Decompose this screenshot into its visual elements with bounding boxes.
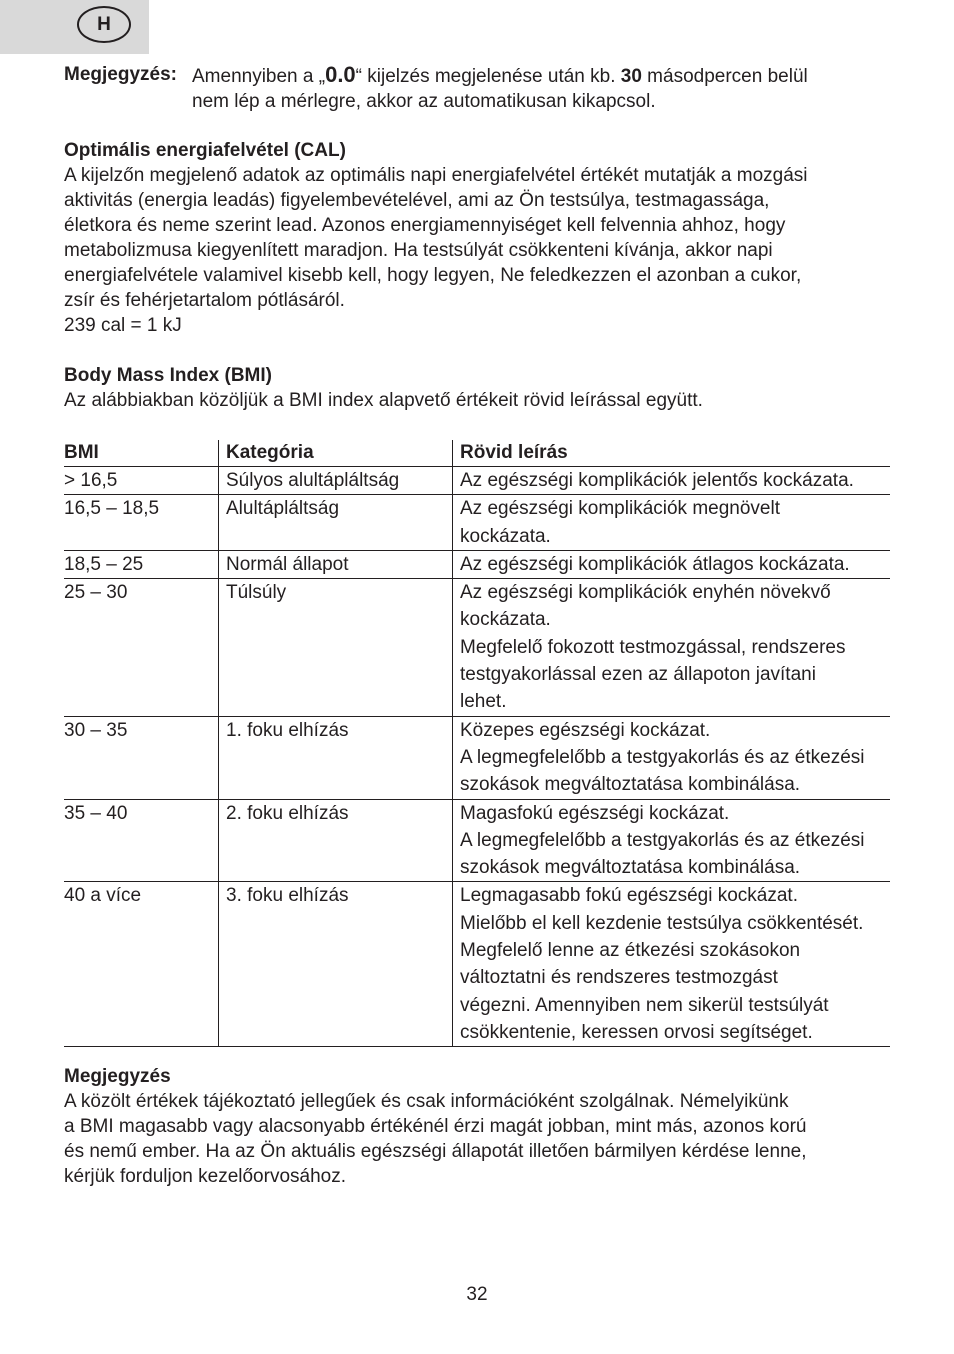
- final-note-line: A közölt értékek tájékoztató jellegűek és csak információként szolgálnak. Némelyikünk: [64, 1091, 789, 1112]
- description-line: csökkentenie, keressen orvosi segítséget.: [460, 1021, 813, 1043]
- language-tab: [0, 0, 149, 54]
- table-row: [64, 882, 890, 1047]
- bmi-range: 40 a více: [64, 882, 219, 1047]
- description-line: A legmegfelelőbb a testgyakorlás és az étkezési: [460, 829, 865, 851]
- table-header-row: [64, 440, 890, 467]
- description-line: Az egészségi komplikációk átlagos kockázata.: [460, 553, 850, 575]
- final-note-line: a BMI magasabb vagy alacsonyabb értékénél érzi magát jobban, mint más, azonos korú: [64, 1116, 807, 1137]
- bmi-description: [453, 467, 891, 495]
- description-line: Közepes egészségi kockázat.: [460, 719, 711, 741]
- bmi-category: 2. foku elhízás: [219, 799, 453, 882]
- bmi-intro: Az alábbiakban közöljük a BMI index alapvető értékeit rövid leírással együtt.: [64, 390, 703, 411]
- description-line: Az egészségi komplikációk enyhén növekvő: [460, 582, 831, 604]
- cal-line: metabolizmusa kiegyenlített maradjon. Ha testsúlyát csökkenteni kívánja, akkor napi: [64, 240, 773, 261]
- cal-line: energiafelvétele valamivel kisebb kell, hogy legyen, Ne feledkezzen el azonban a cukor,: [64, 265, 802, 286]
- bmi-description: [453, 495, 891, 551]
- description-line: kockázata.: [460, 609, 551, 631]
- description-line: végezni. Amennyiben nem sikerül testsúlyát: [460, 994, 829, 1016]
- bmi-description: [453, 799, 891, 882]
- description-line: Az egészségi komplikációk megnövelt: [460, 498, 780, 520]
- description-line: Megfelelő fokozott testmozgással, rendszeres: [460, 636, 846, 658]
- language-badge: H: [77, 6, 131, 43]
- table-row: [64, 579, 890, 716]
- description-line: A legmegfelelőbb a testgyakorlás és az étkezési: [460, 746, 865, 768]
- bmi-range: 30 – 35: [64, 716, 219, 799]
- note-seconds: 30: [620, 66, 642, 87]
- description-line: Megfelelő lenne az étkezési szokásokon: [460, 940, 801, 962]
- bmi-range: 35 – 40: [64, 799, 219, 882]
- page-number: 32: [466, 1284, 488, 1305]
- cal-line: aktivitás (energia leadás) figyelembevételével, ami az Ön testsúlya, testmagassága,: [64, 190, 770, 211]
- note-label: Megjegyzés:: [64, 64, 177, 85]
- note-text-mid: “ kijelzés megjelenése után kb.: [355, 66, 621, 87]
- table-row: [64, 716, 890, 799]
- cal-conversion: 239 cal = 1 kJ: [64, 315, 182, 336]
- bmi-description: [453, 716, 891, 799]
- note-text-before: Amennyiben a „: [192, 66, 326, 87]
- final-note-line: és nemű ember. Ha az Ön aktuális egészségi állapotát illetően bármilyen kérdése lenne,: [64, 1141, 807, 1162]
- description-line: kockázata.: [460, 525, 551, 547]
- header-bmi: BMI: [64, 440, 219, 467]
- bmi-heading: Body Mass Index (BMI): [64, 365, 272, 386]
- note-text-after: másodpercen belül: [641, 66, 808, 87]
- cal-section: [64, 138, 894, 338]
- cal-heading: Optimális energiafelvétel (CAL): [64, 140, 346, 161]
- bmi-description: [453, 579, 891, 716]
- description-line: Az egészségi komplikációk jelentős kockázata.: [460, 470, 854, 491]
- bmi-category: 1. foku elhízás: [219, 716, 453, 799]
- bmi-range: 16,5 – 18,5: [64, 495, 219, 551]
- bmi-category: 3. foku elhízás: [219, 882, 453, 1047]
- bmi-table: [64, 440, 890, 1047]
- table-row: [64, 550, 890, 578]
- cal-line: zsír és fehérjetartalom pótlásáról.: [64, 290, 345, 311]
- description-line: változtatni és rendszeres testmozgást: [460, 967, 778, 989]
- bmi-category: Alultápláltság: [219, 495, 453, 551]
- description-line: szokások megváltoztatása kombinálása.: [460, 857, 801, 879]
- final-note-line: kérjük forduljon kezelőorvosához.: [64, 1166, 346, 1187]
- description-line: Legmagasabb fokú egészségi kockázat.: [460, 885, 798, 907]
- bmi-range: 18,5 – 25: [64, 550, 219, 578]
- bmi-range: 25 – 30: [64, 579, 219, 716]
- table-row: [64, 467, 890, 495]
- description-line: lehet.: [460, 691, 507, 713]
- bmi-category: Súlyos alultápláltság: [219, 467, 453, 495]
- header-category: Kategória: [219, 440, 453, 467]
- description-line: Mielőbb el kell kezdenie testsúlya csökkentését.: [460, 912, 864, 934]
- note-text: [192, 62, 892, 114]
- final-note-heading: Megjegyzés: [64, 1066, 171, 1087]
- cal-line: életkora és neme szerint lead. Azonos energiamennyiséget kell felvennia ahhoz, hogy: [64, 215, 786, 236]
- cal-line: A kijelzőn megjelenő adatok az optimális napi energiafelvétel értékét mutatják a mozgási: [64, 165, 808, 186]
- note-line-2: nem lép a mérlegre, akkor az automatikusan kikapcsol.: [192, 91, 656, 112]
- description-line: Magasfokú egészségi kockázat.: [460, 802, 730, 824]
- bmi-range: > 16,5: [64, 467, 219, 495]
- header-description: Rövid leírás: [453, 440, 891, 467]
- bmi-category: Normál állapot: [219, 550, 453, 578]
- description-line: testgyakorlással ezen az állapoton javítani: [460, 664, 816, 686]
- description-line: szokások megváltoztatása kombinálása.: [460, 774, 801, 796]
- table-row: [64, 495, 890, 551]
- bmi-description: [453, 882, 891, 1047]
- final-note-section: [64, 1064, 894, 1189]
- bmi-section: [64, 363, 894, 413]
- bmi-description: [453, 550, 891, 578]
- table-row: [64, 799, 890, 882]
- bmi-category: Túlsúly: [219, 579, 453, 716]
- note-display-value: 0.0: [325, 62, 356, 87]
